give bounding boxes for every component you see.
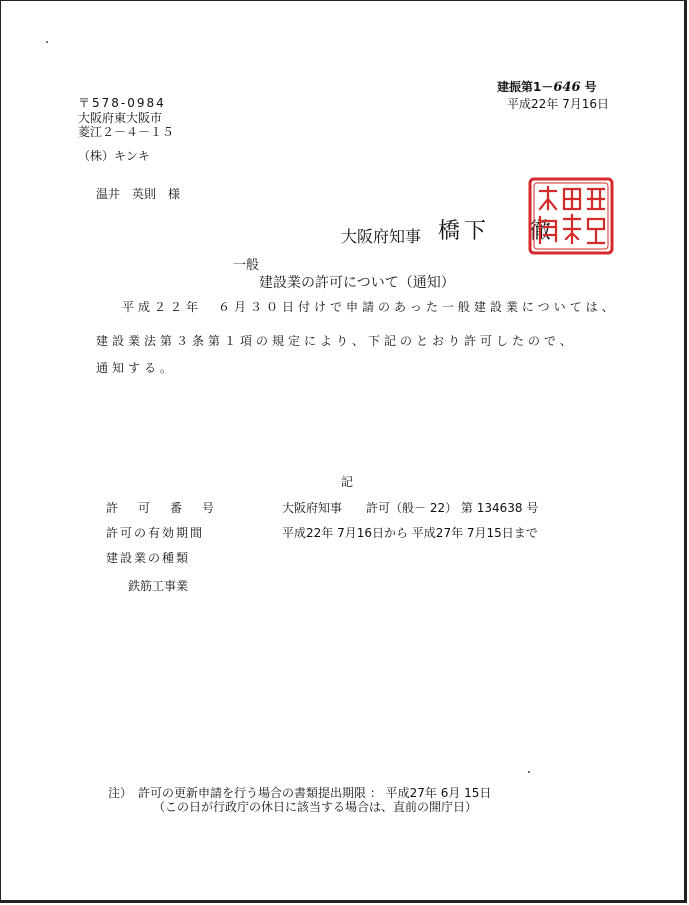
subject-title: 建設業の許可について（通知） [259, 275, 455, 291]
validity-value: 平成22年 7月16日から 平成27年 7月15日まで [282, 526, 538, 540]
doc-date: 平成22年 7月16日 [507, 97, 609, 111]
business-type-label: 建設業の種類 [106, 551, 191, 565]
address-line-2: 菱江２－４－１５ [78, 125, 175, 139]
doc-number-handwritten: 646 [553, 80, 581, 95]
sender-name-given: 徹 [529, 219, 556, 244]
official-seal-stamp [528, 177, 614, 255]
body-line-1: 平成２２年 ６月３０日付けで申請のあった一般建設業については、 [122, 300, 618, 314]
doc-number [497, 80, 597, 95]
note-line-2: （この日が行政庁の休日に該当する場合は、直前の開庁日） [153, 800, 478, 814]
company-name: （株）キンキ [78, 149, 150, 163]
address-line-1: 大阪府東大阪市 [78, 111, 163, 125]
business-type-value: 鉄筋工事業 [128, 579, 189, 593]
doc-number-prefix: 建振第1－ [497, 80, 554, 94]
subject-prefix: 一般 [233, 258, 260, 273]
body-line-2: 建設業法第３条第１項の規定により、下記のとおり許可したので、 [96, 334, 576, 348]
scan-speck [46, 41, 48, 43]
validity-label: 許可の有効期間 [106, 526, 205, 540]
sender-name: 橋下 [438, 219, 491, 244]
body-line-3: 通知する。 [96, 361, 177, 375]
sender-title: 大阪府知事 [341, 227, 422, 246]
permit-number-value: 大阪府知事 許可（般－ 22） 第 134638 号 [282, 501, 539, 515]
permit-number-label: 許可番号 [106, 501, 235, 515]
recipient-name: 温井 英則 様 [96, 187, 181, 201]
note-line-1: 注） 許可の更新申請を行う場合の書類提出期限 ： 平成27年 6月 15日 [108, 786, 492, 800]
doc-number-suffix: 号 [584, 80, 597, 94]
ki-heading: 記 [341, 475, 354, 489]
postal-code: 〒578-0984 [78, 96, 166, 110]
scan-speck [528, 771, 530, 773]
